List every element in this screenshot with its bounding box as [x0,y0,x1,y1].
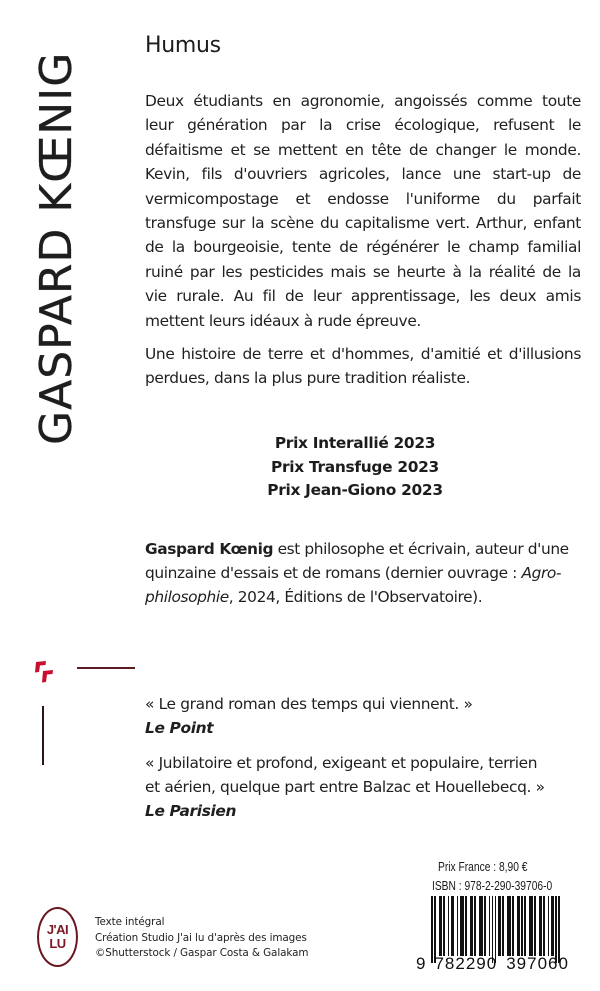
isbn-label: ISBN : 978-2-290-39706-0 [432,879,553,893]
review-le-point [145,692,473,740]
bio-author-name: Gaspard Kœnig [145,540,274,558]
barcode-digit-group: 782290 [434,954,498,973]
bio-text: est philosophe et écrivain, auteur d'une [273,540,569,558]
synopsis-paragraph-1 [145,89,581,333]
synopsis-line: vermicompostage et endosse l'uniforme du parfait [145,189,581,208]
quote-mark-icon [34,661,60,685]
barcode-digit-group: 397060 [506,954,569,973]
synopsis-line: de la bourgeoisie, tente de régénérer le champ familial [145,238,581,257]
review-source: Le Point [145,719,214,737]
synopsis-line: vie rurale. Au fil de leur apprentissage, les deux amis [145,287,581,306]
publisher-logo-line1: J'AI [46,922,69,937]
bio-text: quinzaine d'essais et de romans (dernier ouvrage : [145,564,522,582]
synopsis-line: transfuge sur la scène du capitalisme vert. Arthur, enfant [145,214,581,233]
barcode-bars [431,896,566,956]
barcode-digits [416,954,569,974]
credit-line: Création Studio J'ai lu d'après des images [95,931,307,944]
barcode-digit-first: 9 [416,954,427,973]
divider-horizontal [77,667,135,669]
bio-line-3 [145,585,581,609]
synopsis-line: mettent leurs idéaux à rude épreuve. [145,311,421,330]
bio-line-2 [145,561,581,585]
synopsis-line: Une histoire de terre et d'hommes, d'amitié et d'illusions [145,345,581,363]
synopsis-line: ruiné par les pesticides mais se heurte à la réalité de la [145,262,581,281]
synopsis-line: Deux étudiants en agronomie, angoissés comme toute [145,92,581,110]
review-le-parisien [145,751,545,823]
author-name-vertical: GASPARD KŒNIG [31,51,82,445]
review-source: Le Parisien [145,802,237,820]
review-quote: « Jubilatoire et profond, exigeant et populaire, terrien [145,754,538,772]
review-quote: et aérien, quelque part entre Balzac et Houellebecq. » [145,778,545,796]
divider-vertical [42,706,44,765]
publisher-logo [37,907,78,967]
synopsis-line: perdues, dans la plus pure tradition réaliste. [145,369,471,388]
synopsis-line: défaitisme et se mettent en tête de changer le monde. [145,140,581,159]
bio-book-title: philosophie [145,588,229,606]
credit-line: ©Shutterstock / Gaspar Costa & Galakam [95,947,309,959]
synopsis-line: leur génération par la crise écologique, refusent le [145,116,581,135]
book-title: Humus [145,33,221,58]
author-bio [145,537,581,609]
bio-book-title: Agro- [521,564,562,582]
barcode-block [398,851,574,979]
review-quote: « Le grand roman des temps qui viennent. » [145,695,473,713]
credit-line: Texte intégral [95,916,165,928]
publisher-credits [95,915,308,962]
bio-line-1 [145,537,581,561]
bio-text: , 2024, Éditions de l'Observatoire). [228,588,483,606]
prize-item: Prix Jean-Giono 2023 [267,481,443,499]
prize-item: Prix Transfuge 2023 [271,457,439,476]
prize-item: Prix Interallié 2023 [274,434,436,452]
price-label: Prix France : 8,90 € [438,860,528,874]
synopsis-line: Kevin, fils d'ouvriers agricoles, lance une start-up de [145,165,581,184]
prizes-list [145,432,565,503]
publisher-logo-line2: LU [49,936,66,951]
synopsis-paragraph-2 [145,342,581,391]
